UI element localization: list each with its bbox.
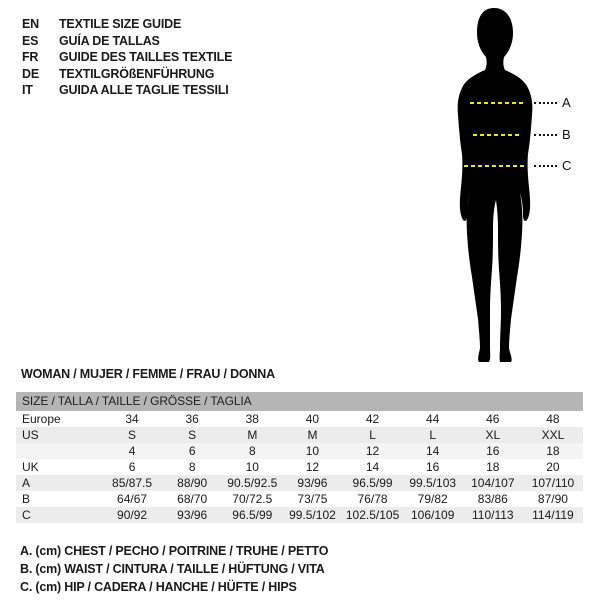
size-cell: S [128, 428, 137, 442]
size-cell: 68/70 [177, 492, 208, 506]
size-cell: 99.5/103 [409, 476, 457, 490]
body-measure-dashes-a [470, 102, 524, 104]
legend-line-a: A. (cm) CHEST / PECHO / POITRINE / TRUHE / PETTO [20, 544, 329, 558]
size-cell: 83/86 [477, 492, 508, 506]
size-table-body [16, 411, 583, 523]
language-code: ES [22, 33, 39, 48]
size-cell: 96.5/99 [352, 476, 393, 490]
row-label [16, 443, 102, 459]
size-cell: 8 [248, 444, 256, 458]
size-cell: 16 [486, 444, 500, 458]
size-cell: 40 [305, 412, 320, 426]
size-cell: XXL [541, 428, 565, 442]
size-cell: 107/110 [531, 476, 575, 490]
size-cell: M [307, 428, 318, 442]
language-label: TEXTILE SIZE GUIDE [59, 17, 182, 31]
row-label: Europe [22, 412, 61, 426]
measure-label-b: B [562, 127, 571, 142]
size-cell: 70/72.5 [232, 492, 273, 506]
size-cell: 87/90 [537, 492, 568, 506]
body-measure-dashes-c [464, 165, 525, 167]
size-cell: 93/96 [297, 476, 328, 490]
size-cell: 6 [188, 444, 196, 458]
table-row-b [16, 491, 583, 507]
size-cell: L [369, 428, 376, 442]
size-cell: 14 [365, 460, 380, 474]
size-cell: 90/92 [117, 508, 148, 522]
size-cell: L [429, 428, 437, 442]
size-cell: 18 [546, 444, 560, 458]
table-row-c [16, 507, 583, 523]
size-cell: 12 [305, 460, 320, 474]
pointer-dots-a [534, 102, 557, 104]
section-title: WOMAN / MUJER / FEMME / FRAU / DONNA [21, 367, 275, 381]
legend-line-b: B. (cm) WAIST / CINTURA / TAILLE / HÜFTUNG / VITA [20, 562, 325, 576]
size-cell: 88/90 [177, 476, 208, 490]
language-label: TEXTILGRÖßENFÜHRUNG [59, 66, 215, 81]
size-cell: 8 [188, 460, 196, 474]
table-row-us-numeric [16, 443, 583, 459]
table-row-europe [16, 411, 583, 427]
size-cell: 79/82 [417, 492, 448, 506]
size-cell: 46 [486, 412, 500, 426]
table-row-uk [16, 459, 583, 475]
size-cell: 20 [546, 460, 560, 474]
size-cell: 6 [128, 460, 136, 474]
language-code: DE [22, 66, 39, 81]
measure-label-c: C [562, 158, 572, 173]
woman-silhouette-icon [449, 7, 541, 367]
size-table-header: SIZE / TALLA / TAILLE / GRÖSSE / TAGLIA [16, 392, 583, 411]
size-cell: 16 [426, 460, 440, 474]
size-cell: 14 [426, 444, 440, 458]
size-cell: 44 [426, 412, 440, 426]
legend-line-c: C. (cm) HIP / CADERA / HANCHE / HÜFTE / HIPS [20, 580, 297, 594]
size-cell: 10 [305, 444, 320, 458]
size-cell: 48 [546, 412, 560, 426]
language-code: EN [22, 17, 39, 31]
size-cell: 42 [365, 412, 380, 426]
size-cell: 38 [245, 412, 259, 426]
language-label: GUÍA DE TALLAS [59, 33, 160, 48]
language-label: GUIDA ALLE TAGLIE TESSILI [59, 83, 229, 97]
size-cell: 76/78 [357, 492, 388, 506]
language-label: GUIDE DES TAILLES TEXTILE [59, 50, 233, 64]
size-table [16, 392, 583, 523]
body-measure-dashes-b [473, 134, 519, 136]
size-cell: M [247, 428, 258, 442]
size-cell: 102.5/105 [345, 508, 400, 522]
measurement-legend [20, 542, 328, 596]
size-cell: 36 [185, 412, 199, 426]
size-cell: 96.5/99 [232, 508, 273, 522]
table-row-us [16, 427, 583, 443]
pointer-dots-b [534, 134, 557, 136]
size-cell: 110/113 [472, 508, 514, 522]
size-cell: 90.5/92.5 [227, 476, 278, 490]
pointer-dots-c [534, 165, 557, 167]
row-label: A [22, 476, 31, 490]
size-cell: 18 [486, 460, 500, 474]
size-cell: 85/87.5 [112, 476, 153, 490]
size-cell: 64/67 [117, 492, 148, 506]
size-cell: 93/96 [177, 508, 208, 522]
row-label: UK [22, 460, 39, 474]
size-cell: 104/107 [471, 476, 515, 490]
size-cell: 114/119 [532, 508, 574, 522]
size-cell: 4 [128, 444, 136, 458]
size-cell: 12 [365, 444, 380, 458]
size-cell: 106/109 [410, 508, 455, 522]
size-cell: 99.5/102 [289, 508, 336, 522]
row-label: US [22, 428, 39, 442]
size-cell: 73/75 [297, 492, 328, 506]
language-code: IT [22, 83, 33, 97]
row-label: C [22, 508, 31, 522]
size-cell: S [188, 428, 197, 442]
size-cell: XL [485, 428, 501, 442]
measure-label-a: A [562, 95, 571, 110]
language-code: FR [22, 50, 39, 64]
size-cell: 34 [125, 412, 139, 426]
row-label: B [22, 492, 31, 506]
table-row-a [16, 475, 583, 491]
size-cell: 10 [245, 460, 259, 474]
